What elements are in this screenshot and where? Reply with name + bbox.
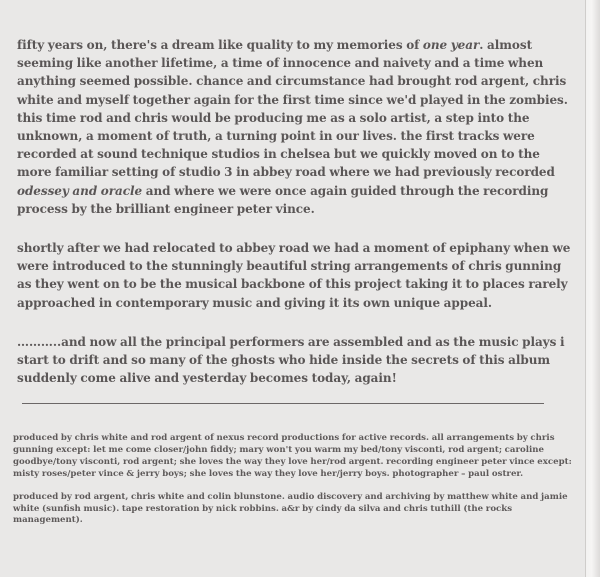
liner-notes-text <box>17 36 572 387</box>
booklet-page-edge <box>586 0 600 577</box>
liner-notes-paragraph-3: ………..and now all the principal performers are assembled and as the music plays i start to drift and so many of the ghosts who hide inside the secrets of this album suddenly come alive and yesterday becomes today, again! <box>17 334 565 386</box>
credits-section <box>13 433 583 527</box>
album-title: one year <box>422 38 480 52</box>
previous-album-title: odessey and oracle <box>17 183 143 198</box>
liner-notes-paragraph-2: shortly after we had relocated to abbey road we had a moment of epiphany when we were introduced to the stunningly beautiful string arrangements of chris gunning as they went on to be the musical backbone of this project taking it to places rarely approached in contemporary music and giving it its own unique appeal. <box>17 241 571 310</box>
paragraph-1-body: . almost seeming like another lifetime, a time of innocence and naivety and a time when anything seemed possible. chance and circumstance had brought rod argent, chris white and myself together again for the first time since we'd played in the zombies. this time rod and chris would be producing me as a solo artist, a step into the unknown, a moment of truth, a turning point in our lives. the first tracks were recorded at sound technique studios in chelsea but we quickly moved on to the more familiar setting of studio 3 in abbey road where we had previously recorded <box>17 38 568 180</box>
divider-rule <box>22 403 544 404</box>
credits-block-1: produced by chris white and rod argent of nexus record productions for active records. all arrangements by chris gunning except: let me come closer/john fiddy; mary won't you warm my bed/tony visconti, rod argent; caroline goodbye/tony visconti, rod argent; she loves the way they love her/rod argent. recording engineer peter vince except: misty roses/peter vince & jerry boys; she loves the way they love her/jerry boys. photographer – paul ostrer. <box>13 433 572 479</box>
paragraph-1-intro: fifty years on, there's a dream like quality to my memories of <box>17 38 423 52</box>
paragraph-1-end: and where we were once again guided through the recording process by the brilliant engineer peter vince. <box>17 183 549 216</box>
liner-notes-paragraph-1 <box>17 36 572 218</box>
credits-block-2: produced by rod argent, chris white and colin blunstone. audio discovery and archiving by matthew white and jamie white (sunfish music). tape restoration by nick robbins. a&r by cindy da silva and chris tuthill (the rocks management). <box>13 491 568 526</box>
